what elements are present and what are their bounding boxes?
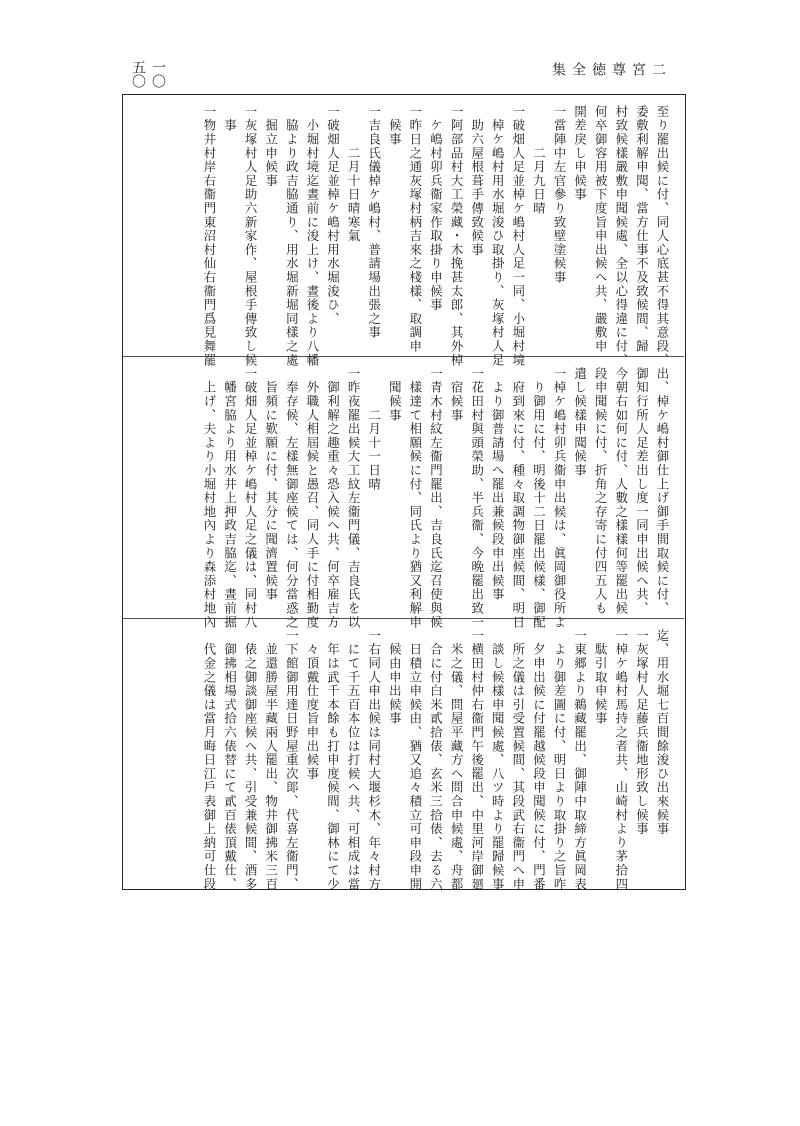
text-column: 外職人相屆候と愚召、同人手に付相勤度	[304, 367, 320, 630]
text-column: 樣達て相願候に付、同氏より猶又利解申	[407, 367, 423, 630]
text-column: 旨頻に歎願に付、其分に聞濟置候事	[263, 367, 279, 602]
text-column: 出、棹ケ嶋村御仕上げ御手間取候に付、	[655, 367, 670, 616]
text-column: 二月九日晴	[531, 105, 547, 216]
text-column: 候由申出候事	[387, 629, 403, 726]
text-column: 一青木村紋左衞門罷出、吉良氏迄召使與候	[428, 367, 444, 630]
book-page	[122, 54, 686, 890]
text-column: 一昨日之通灰塚村柄吉來之棧樣、取調申	[407, 105, 423, 354]
vertical-text-block	[198, 367, 672, 630]
vertical-text-block	[198, 629, 672, 892]
text-column: 一棹ケ嶋村馬持之者共、山崎村より茅拾四	[613, 629, 629, 892]
text-column: 年は武千本餘も打申度候間、御林にて少	[325, 629, 341, 892]
text-column: 一物井村岸右衞門東沼村仙右衞門爲見舞罷	[201, 105, 217, 368]
text-column: 候事	[387, 105, 403, 147]
text-column: 々頂戴仕度旨申出候事	[304, 629, 320, 781]
text-column: 上げ、夫より小堀村地內より森添村地內	[201, 367, 217, 630]
page-number: 一〇五〇	[130, 60, 166, 88]
text-tier-lower	[123, 619, 684, 892]
running-header	[122, 54, 686, 94]
text-column: 一破畑人足並棹ケ嶋村人足之儀は、同村八	[243, 367, 259, 630]
text-column: 一右同人申出候は同村大堰杉木、年々村方	[366, 629, 382, 892]
text-column: 開差戾し申候事	[572, 105, 588, 202]
text-tier-middle	[123, 357, 684, 630]
text-column: 一吉良氏儀棹ケ嶋村、普請場出張之事	[366, 105, 382, 340]
text-column: 奉存候、左樣無御座候ては、何分當惑之	[284, 367, 300, 630]
text-column: 日積立申候由、猶又追々積立可申段申開	[407, 629, 423, 892]
text-column: 一昨夜罷出候大工紋左衞門儀、吉良氏を以	[346, 367, 362, 630]
text-column: 府到來に付、種々取調物御座候間、明日	[510, 367, 526, 630]
text-column: 代金之儀は當月晦日江戶表御上納可仕段	[201, 629, 217, 892]
text-column: より御普請場へ罷出兼候段申出候事	[490, 367, 506, 602]
text-column: 村致候樣嚴敷申聞候處、全以心得違に付、	[613, 105, 629, 368]
text-column: 宿候事	[449, 367, 465, 423]
text-column: にて千五百本位は打候へ共、可相成は當	[346, 629, 362, 892]
text-column: 夕申出候に付罷越候段申聞候に付、門番	[531, 629, 547, 892]
text-frame	[122, 94, 686, 890]
text-column: 一灰塚村人足藤兵衞地形致し候事	[634, 629, 650, 836]
text-column: 掘立申候事	[263, 105, 279, 188]
book-title: 二宮尊徳全集	[550, 62, 666, 82]
text-column: 遣し候樣申聞候事	[572, 367, 588, 478]
text-column: 御拂相場式拾六俵替にて貳百俵頂戴仕、	[222, 629, 238, 892]
text-column: 棹ケ嶋村用水堀浚ひ取掛り、灰塚村人足	[490, 105, 506, 368]
text-column: 小堀村境迄晝前に浚上け、晝後より八幡	[304, 105, 320, 368]
text-column: 一破畑人足並棹ケ嶋村用水堀浚ひ、	[325, 105, 341, 326]
text-column: 今朝右如何に付、人數之樣樣何等罷出候	[613, 367, 629, 616]
text-column: 二月十日晴寒氣	[346, 105, 362, 243]
text-column: 一東郷より鵜藏罷出、御陣中取締方眞岡表	[572, 629, 588, 892]
text-tier-upper	[123, 95, 684, 368]
text-column: ケ嶋村卯兵衞家作取掛り申候事	[428, 105, 444, 312]
vertical-text-block	[198, 105, 672, 368]
text-column: 幡宮脇より用水井上押政吉脇迄、晝前掘	[222, 367, 238, 630]
text-column: 御知行所人足差出し度一同申出候へ共、	[634, 367, 650, 616]
text-column: 米之儀、問屋平藏方へ問合申候處、舟都	[449, 629, 465, 892]
text-column: 事	[222, 105, 238, 133]
text-column: 脇より政吉脇通り、用水堀新堀同樣之處	[284, 105, 300, 368]
text-column: 駄引取申候事	[593, 629, 609, 726]
text-column: 所之儀は引受置候間、其段武右衞門へ申	[510, 629, 526, 892]
text-column: 一棹ケ嶋村卯兵衞申出候は、眞岡御役所よ	[552, 367, 568, 630]
text-column: 何卒御容用被下度旨申出候へ共、嚴敷申	[593, 105, 609, 354]
text-column: 合に付白米貳拾俵、玄米三拾俵、去る六	[428, 629, 444, 892]
text-column: 委敷利解申聞、當方仕事不及致候間、歸	[634, 105, 650, 354]
text-column: より御差圖に付、明日より取掛り之旨咋	[552, 629, 568, 892]
text-column: り御用に付、明後十二日罷出候樣、御配	[531, 367, 547, 630]
text-column: 御利解之趣重々恐入候へ共、何卒雇吉方	[325, 367, 341, 630]
text-column: 至り罷出候に付、同人心底甚不得其意段、	[655, 105, 670, 368]
text-column: 並還勝屋半藏兩人罷出、物井御拂米三百	[263, 629, 279, 892]
text-column: 一當陣中左官參り致壁塗候事	[552, 105, 568, 285]
text-column: 俵之御談御座候へ共、引受兼候間、酒多	[243, 629, 259, 892]
text-column: 二月十一日晴	[366, 367, 382, 492]
text-column: 助六屋根葺手傳致候事	[469, 105, 485, 257]
text-column: 談し候樣申聞候處、八ツ時より罷歸候事	[490, 629, 506, 892]
text-column: 段申聞候に付、折角之存寄に付四五人も	[593, 367, 609, 616]
text-column: 迄、用水堀七百間餘浚ひ出來候事	[655, 629, 670, 836]
text-column: 一花田村與頭榮助、半兵衞、今晩罷出致一	[469, 367, 485, 630]
text-column: 一阿部品村大工榮藏・木挽甚太郎、其外棹	[449, 105, 465, 368]
text-column: 一破畑人足並棹ケ嶋村人足一同、小堀村境	[510, 105, 526, 368]
text-column: 一灰塚村人足助六新家作、屋根手傳致し候	[243, 105, 259, 368]
text-column: 一下館御用達日野屋重次郞、代喜左衞門、	[284, 629, 300, 892]
text-column: 聞候事	[387, 367, 403, 423]
text-column: 一横田村仲右衞門午後罷出、中里河岸御廻	[469, 629, 485, 892]
